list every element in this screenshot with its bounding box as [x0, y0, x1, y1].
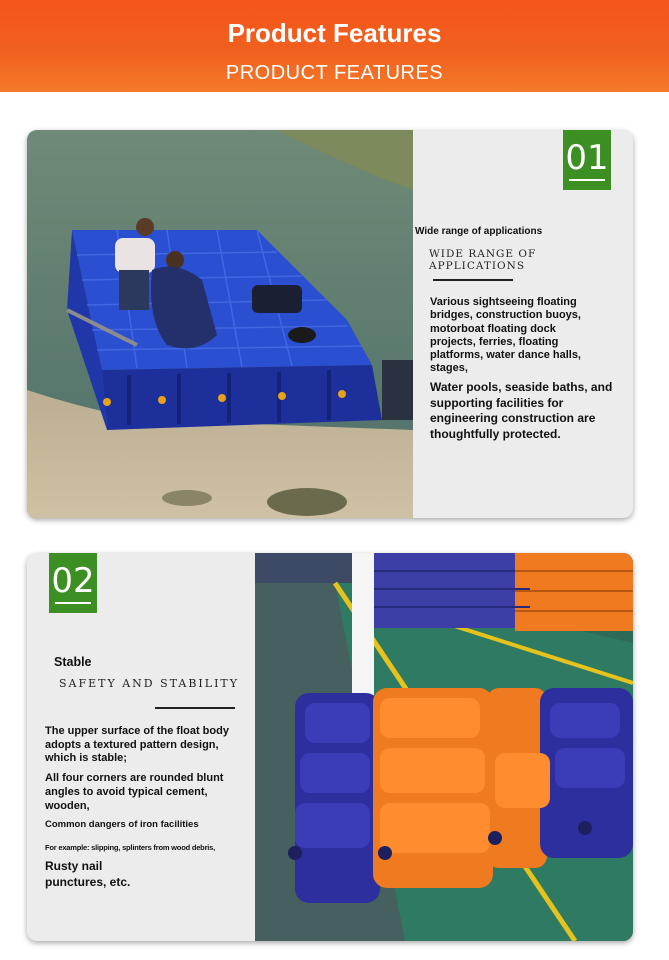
feature-2-paragraph-4: Rusty nail punctures, etc.: [45, 859, 131, 889]
feature-1-subheading: WIDE RANGE OF APPLICATIONS: [429, 248, 537, 272]
feature-1-heading: Wide range of applications: [415, 226, 543, 237]
header-banner: [0, 0, 669, 92]
feature-card-2: [27, 553, 633, 941]
feature-2-paragraph-3: Common dangers of iron facilities: [45, 819, 199, 830]
feature-2-subheading: SAFETY AND STABILITY: [59, 677, 240, 690]
feature-2-photo: [255, 553, 633, 941]
header-subtitle: PRODUCT FEATURES: [225, 62, 444, 84]
feature-1-number-badge: 01: [563, 130, 611, 190]
feature-1-paragraph-2: Water pools, seaside baths, and supporting facilities for engineering construction are thoughtfully protected.: [430, 380, 613, 441]
feature-2-example: For example: slipping, splinters from wood debris,: [45, 843, 216, 852]
feature-2-divider: [155, 707, 235, 709]
feature-2-paragraph-1: The upper surface of the float body adopts a textured pattern design, which is stable;: [45, 725, 229, 764]
feature-2-number-badge: 02: [49, 553, 97, 613]
feature-card-1: [27, 130, 633, 518]
feature-2-heading: Stable: [54, 655, 92, 669]
feature-2-paragraph-2: All four corners are rounded blunt angles to avoid typical cement, wooden,: [45, 772, 224, 812]
header-title: Product Features: [227, 18, 442, 48]
feature-1-divider: [433, 279, 513, 281]
feature-1-photo: [27, 130, 413, 518]
feature-1-paragraph-1: Various sightseeing floating bridges, construction buoys, motorboat floating dock projects, ferries, floating platforms, water dance halls, stages,: [430, 296, 581, 375]
